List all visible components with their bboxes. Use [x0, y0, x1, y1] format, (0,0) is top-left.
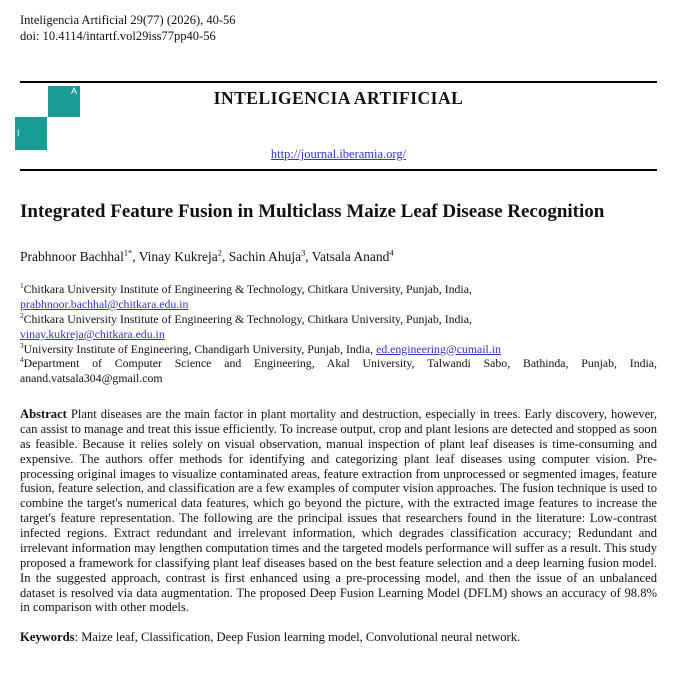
keywords-text: : Maize leaf, Classification, Deep Fusion learning model, Convolutional neural network. [74, 630, 521, 645]
abstract-paragraph [20, 407, 657, 615]
affiliation-line: $^3$University Institute of Engineering, Chandigarh University, Punjab, India, ed.engineering@cumail.in [20, 340, 501, 356]
affiliation-email-link[interactable]: vinay.kukreja@chitkara.edu.in [20, 326, 165, 341]
affiliation-line: $^1$Chitkara University Institute of Engineering & Technology, Chitkara University, Punjab, India, prabhnoor.bachhal@chitkara.edu.in [20, 281, 472, 312]
author-name: Prabhnoor Bachhal$^{1*}$ [20, 248, 133, 265]
author-name: Vinay Kukreja$^2$ [138, 248, 222, 265]
keywords-line [20, 630, 657, 645]
logo-letter-a: A [70, 86, 77, 96]
journal-logo [15, 86, 81, 151]
affiliation-line: $^4$Department of Computer Science and Engineering, Akal University, Talwandi Sabo, Bathinda, Punjab, India, anand.vatsala304@gmail.com [20, 355, 657, 386]
logo-letter-i: I [17, 128, 20, 138]
journal-ref-line: Inteligencia Artificial 29(77) (2026), 40-56 [20, 13, 236, 27]
authors-line: Prabhnoor Bachhal$^{1*}$, Vinay Kukreja$^2$, Sachin Ahuja$^3$, Vatsala Anand$^4$ [20, 248, 394, 265]
journal-title: INTELIGENCIA ARTIFICIAL [213, 88, 464, 108]
article-title: Integrated Feature Fusion in Multiclass Maize Leaf Disease Recognition [20, 201, 605, 222]
author-affiliation-superscript: 2 [217, 248, 222, 258]
author-affiliation-superscript: 3 [301, 248, 306, 258]
author-name: Sachin Ahuja$^3$ [228, 248, 306, 265]
affiliations-block [20, 282, 657, 386]
affiliation-email: anand.vatsala304@gmail.com [20, 371, 163, 386]
affiliation-superscript: 1 [20, 281, 24, 291]
abstract-label: Abstract [20, 407, 67, 422]
journal-masthead [17, 81, 657, 171]
affiliation-superscript: 3 [20, 340, 24, 350]
affiliation-email-link[interactable]: ed.engineering@cumail.in [376, 341, 501, 356]
logo-square-top [48, 86, 80, 117]
author-affiliation-superscript: 1* [123, 248, 133, 258]
affiliation-line: $^2$Chitkara University Institute of Engineering & Technology, Chitkara University, Punjab, India, vinay.kukreja@chitkara.edu.in [20, 310, 472, 341]
logo-square-bottom [15, 117, 47, 150]
keywords-label: Keywords [20, 630, 75, 645]
affiliation-email-link[interactable]: prabhnoor.bachhal@chitkara.edu.in [20, 297, 189, 312]
affiliation-superscript: 2 [20, 310, 24, 320]
affiliation-superscript: 4 [20, 355, 24, 365]
doi-line: doi: 10.4114/intartf.vol29iss77pp40-56 [20, 29, 216, 43]
author-affiliation-superscript: 4 [389, 248, 394, 258]
author-name: Vatsala Anand$^4$ [311, 248, 394, 265]
abstract-text: Plant diseases are the main factor in plant mortality and destruction, especially in trees. Early discovery, however, can assist to manage and treat this issue efficiently. To increase output, crop and plant lesions are detected and stopped as soon as feasible. Because it relies solely on visual observation, manual inspection of plant leaf diseases is time-consuming and expensive. The authors offer methods for identifying and categorizing plant leaf diseases using computer vision. Pre-processing original images to visualize contaminated areas, feature extraction from unprocessed or segmented images, feature fusion, feature selection, and classification are a few examples of computer vision approaches. The fusion technique is used to combine the target's numerical data features, which go beyond the picture, with the extracted image features to increase the target's feature representation. The following are the principal issues that researchers found in the literature: Low-contrast infected regions. Extract redundant and irrelevant information, which degrades classification accuracy; Redundant and irrelevant information may lengthen computation times and the targeted models performance will suffer as a result. This study proposed a framework for classifying plant leaf diseases based on the best feature selection and a deep learning fusion model. In the suggested approach, contrast is first enhanced using a pre-processing model, and then the issue of an unbalanced dataset is resolved via data augmentation. The proposed Deep Fusion Learning Model (DFLM) shows an accuracy of 98.8% in comparison with other models. [20, 407, 657, 615]
journal-url-link[interactable]: http://journal.iberamia.org/ [270, 147, 407, 161]
journal-reference-block [20, 0, 657, 44]
